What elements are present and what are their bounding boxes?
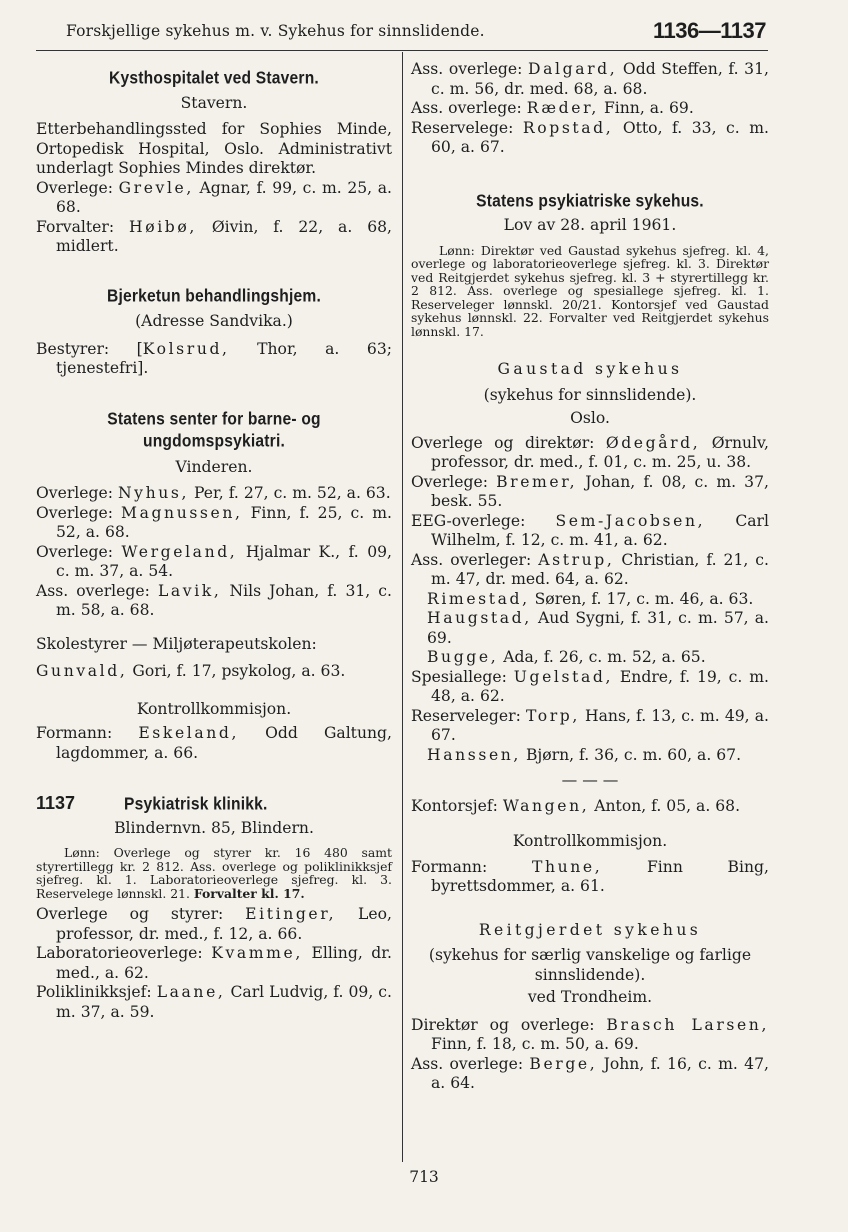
subtitle: (sykehus for sinnslidende). bbox=[483, 385, 697, 404]
surname: Sem-Jacobsen, bbox=[555, 511, 706, 530]
entry bbox=[411, 551, 769, 590]
section-title: Psykiatrisk klinikk. bbox=[124, 794, 268, 814]
details: Finn, f. 25, c. m. 52, a. 68. bbox=[56, 503, 392, 541]
details: Ørnulv, professor, dr. med., f. 01, c. m. 25, u. 38. bbox=[431, 433, 769, 471]
bjerketun-section bbox=[36, 287, 392, 379]
section-title-line2: ungdomspsykiatri. bbox=[142, 431, 286, 451]
surname: Ødegård, bbox=[605, 433, 701, 452]
surname: Gunvald, bbox=[36, 662, 128, 680]
role: Direktør og overlege: bbox=[411, 1015, 595, 1034]
psykiatrisk-klinikk-section bbox=[36, 794, 392, 1022]
details: Nils Johan, f. 31, c. m. 58, a. 68. bbox=[56, 581, 393, 619]
role: Overlege og styrer: bbox=[36, 905, 224, 923]
reitgjerdet-section bbox=[411, 921, 769, 1094]
school-heading: Skolestyrer — Miljøterapeutskolen: bbox=[36, 634, 317, 653]
subtitle: (sykehus for særlig vanskelige og farlige sinnslidende). bbox=[428, 946, 752, 984]
entry bbox=[411, 512, 769, 551]
role: Formann: bbox=[411, 857, 488, 876]
details: Carl Wilhelm, f. 12, c. m. 41, a. 62. bbox=[431, 511, 769, 549]
surname: Bremer, bbox=[496, 472, 578, 491]
details: Søren, f. 17, c. m. 46, a. 63. bbox=[534, 589, 754, 608]
details: Aud Sygni, f. 31, c. m. 57, a. 69. bbox=[427, 609, 769, 647]
page-range: 1136—1137 bbox=[653, 18, 766, 43]
role: Poliklinikksjef: bbox=[36, 983, 152, 1001]
details: Carl Ludvig, f. 09, c. m. 37, a. 59. bbox=[56, 983, 392, 1021]
law: Lov av 28. april 1961. bbox=[503, 216, 677, 234]
surname: Wergeland, bbox=[121, 542, 238, 561]
entry bbox=[36, 662, 392, 682]
role: Ass. overlege: bbox=[411, 99, 522, 117]
section-title: Statens senter for barne- og bbox=[107, 409, 321, 429]
column-divider bbox=[402, 52, 403, 1162]
section-title: Gaustad sykehus bbox=[497, 360, 683, 378]
surname: Torp, bbox=[525, 706, 580, 725]
entry bbox=[36, 504, 392, 543]
surname: Eitinger, bbox=[245, 905, 337, 923]
entry bbox=[411, 434, 769, 473]
surname: Høibø, bbox=[129, 217, 197, 236]
surname: Wangen, bbox=[502, 796, 590, 815]
place: ved Trondheim. bbox=[527, 988, 653, 1006]
details: Endre, f. 19, c. m. 48, a. 62. bbox=[431, 667, 769, 705]
surname: Berge, bbox=[529, 1054, 598, 1073]
entry bbox=[36, 340, 392, 379]
entry bbox=[411, 60, 769, 99]
senter-section bbox=[36, 410, 392, 764]
role: Bestyrer: [ bbox=[36, 339, 143, 358]
entry bbox=[36, 218, 392, 257]
role: Overlege: bbox=[36, 542, 113, 561]
surname: Lavik, bbox=[157, 581, 222, 600]
page-header bbox=[36, 18, 768, 50]
surname: Grevle, bbox=[118, 178, 194, 197]
details: Thor, a. 63; tjenestefri]. bbox=[56, 339, 392, 377]
role: Overlege: bbox=[36, 484, 113, 502]
entry bbox=[411, 1055, 769, 1094]
entry bbox=[411, 590, 769, 610]
entry bbox=[411, 119, 769, 158]
control-commission: Kontrollkommisjon. bbox=[136, 699, 292, 718]
role: Overlege og direktør: bbox=[411, 433, 595, 452]
details: Finn, a. 69. bbox=[603, 99, 694, 117]
section-number: 1137 bbox=[36, 793, 76, 813]
entry bbox=[36, 484, 392, 504]
details: Christian, f. 21, c. m. 47, dr. med. 64, a. 62. bbox=[431, 550, 769, 588]
entry bbox=[36, 543, 392, 582]
surname: Kvamme, bbox=[211, 944, 303, 962]
salary-text: Overlege og styrer kr. 16 480 samt styrertillegg kr. 2 812. Ass. overlege og poliklinikksjef sjefreg. kl. 1. Laboratorieoverlege sjefreg. kl. 3. Reservelege lønnskl. 21. bbox=[36, 845, 392, 901]
place: Blindernvn. 85, Blindern. bbox=[114, 818, 314, 837]
control-commission: Kontrollkommisjon. bbox=[512, 832, 668, 850]
entry bbox=[411, 609, 769, 648]
surname: Laane, bbox=[156, 983, 226, 1001]
role: Overlege: bbox=[36, 178, 113, 197]
entry bbox=[411, 473, 769, 512]
salary-note: Lønn: Direktør ved Gaustad sykehus sjefreg. kl. 4, overlege og laboratorieoverlege sjefreg. kl. 3. Direktør ved Reitgjerdet sykehus sjefreg. kl. 3 + styrertillegg kr. 2 812. Ass. overlege og spesiallege sjefreg. kl. 1. Reserveleger lønnskl. 20/21. Kontorsjef ved Gaustad sykehus lønnskl. 22. Forvalter ved Reitgjerdet sykehus lønnskl. 17. bbox=[411, 242, 769, 339]
place: Stavern. bbox=[180, 93, 248, 112]
role: Ass. overlege: bbox=[411, 1054, 524, 1073]
entry bbox=[411, 648, 769, 668]
details: Odd Galtung, lagdommer, a. 66. bbox=[56, 724, 392, 762]
section-title: Bjerketun behandlingshjem. bbox=[106, 286, 322, 306]
role: Spesiallege: bbox=[411, 667, 507, 686]
gaustad-section bbox=[411, 360, 769, 897]
surname: Magnussen, bbox=[121, 503, 243, 522]
entry bbox=[411, 707, 769, 746]
surname: Ugelstad, bbox=[513, 667, 614, 686]
continued-entries bbox=[411, 56, 769, 158]
surname: Eskeland, bbox=[138, 724, 240, 742]
section-title: Statens psykiatriske sykehus. bbox=[476, 191, 704, 211]
surname: Dalgard, bbox=[528, 60, 618, 78]
role: Ass. overlege: bbox=[36, 581, 150, 600]
surname: Bugge, bbox=[427, 648, 499, 666]
left-column bbox=[36, 56, 392, 1022]
surname: Kolsrud, bbox=[142, 339, 230, 358]
entry bbox=[36, 944, 392, 983]
details: Leo, professor, dr. med., f. 12, a. 66. bbox=[56, 905, 392, 943]
section-heading bbox=[36, 794, 392, 815]
details: Agnar, f. 99, c. m. 25, a. 68. bbox=[56, 178, 392, 216]
surname: Hanssen, bbox=[427, 745, 521, 764]
running-title: Forskjellige sykehus m. v. Sykehus for sinnslidende. bbox=[66, 22, 485, 40]
entry bbox=[411, 858, 769, 897]
entry bbox=[411, 746, 769, 766]
details: John, f. 16, c. m. 47, a. 64. bbox=[431, 1054, 769, 1092]
page-number: 713 bbox=[409, 1168, 439, 1186]
role: Overlege: bbox=[36, 503, 113, 522]
entry bbox=[411, 668, 769, 707]
details: Ada, f. 26, c. m. 52, a. 65. bbox=[503, 648, 706, 666]
entry bbox=[411, 1016, 769, 1055]
right-column bbox=[411, 56, 769, 1094]
entry bbox=[36, 582, 392, 621]
surname: Rimestad, bbox=[427, 589, 530, 608]
section-title: Kysthospitalet ved Stavern. bbox=[109, 68, 319, 88]
statens-psykiatriske-section bbox=[411, 192, 769, 339]
entry bbox=[411, 99, 769, 119]
entry bbox=[36, 179, 392, 218]
surname: Astrup, bbox=[538, 550, 615, 569]
surname: Haugstad, bbox=[427, 609, 532, 627]
salary-tail: Forvalter kl. 17. bbox=[193, 885, 305, 901]
details: Hans, f. 13, c. m. 49, a. 67. bbox=[431, 706, 769, 744]
entry bbox=[36, 905, 392, 944]
description: Etterbehandlingssted for Sophies Minde, Ortopedisk Hospital, Oslo. Administrativt underlagt Sophies Mindes direktør. bbox=[36, 120, 392, 177]
section-title: Reitgjerdet sykehus bbox=[478, 920, 702, 939]
salary-label: Lønn: bbox=[64, 845, 100, 860]
entry bbox=[36, 724, 392, 763]
place: Vinderen. bbox=[175, 457, 253, 476]
entry bbox=[411, 797, 769, 817]
surname: Nyhus, bbox=[117, 484, 190, 502]
role: Kontorsjef: bbox=[411, 796, 498, 815]
details: Anton, f. 05, a. 68. bbox=[594, 796, 741, 815]
place: Oslo. bbox=[570, 409, 610, 427]
details: Per, f. 27, c. m. 52, a. 63. bbox=[194, 484, 391, 502]
details: Bjørn, f. 36, c. m. 60, a. 67. bbox=[525, 745, 742, 764]
role: Forvalter: bbox=[36, 217, 115, 236]
details: Johan, f. 08, c. m. 37, besk. 55. bbox=[431, 472, 769, 510]
surname: Brasch Larsen, bbox=[606, 1015, 769, 1034]
role: Overlege: bbox=[411, 472, 488, 491]
details: Gori, f. 17, psykolog, a. 63. bbox=[132, 662, 346, 680]
details: Finn, f. 18, c. m. 50, a. 69. bbox=[431, 1035, 639, 1053]
place: (Adresse Sandvika.) bbox=[135, 312, 293, 330]
role: EEG-overlege: bbox=[411, 511, 526, 530]
role: Formann: bbox=[36, 724, 113, 742]
details: Elling, dr. med., a. 62. bbox=[56, 944, 392, 982]
details: Øivin, f. 22, a. 68, midlert. bbox=[56, 217, 392, 255]
surname: Ræder, bbox=[526, 99, 599, 117]
role: Reservelege: bbox=[411, 118, 514, 137]
role: Ass. overleger: bbox=[411, 550, 532, 569]
details: Otto, f. 33, c. m. 60, a. 67. bbox=[431, 118, 769, 156]
role: Laboratorieoverlege: bbox=[36, 944, 203, 962]
details: Finn Bing, byrettsdommer, a. 61. bbox=[431, 857, 769, 895]
role: Ass. overlege: bbox=[411, 60, 523, 78]
surname: Thune, bbox=[531, 857, 603, 876]
role: Reserveleger: bbox=[411, 706, 521, 725]
header-rule bbox=[36, 50, 768, 51]
separator: — — — bbox=[561, 771, 619, 789]
salary-note bbox=[36, 846, 392, 900]
surname: Ropstad, bbox=[522, 118, 614, 137]
details: Hjalmar K., f. 09, c. m. 37, a. 54. bbox=[56, 542, 392, 580]
kysthospitalet-section bbox=[36, 56, 392, 257]
details: Odd Steffen, f. 31, c. m. 56, dr. med. 68, a. 68. bbox=[431, 60, 769, 98]
entry bbox=[36, 983, 392, 1022]
